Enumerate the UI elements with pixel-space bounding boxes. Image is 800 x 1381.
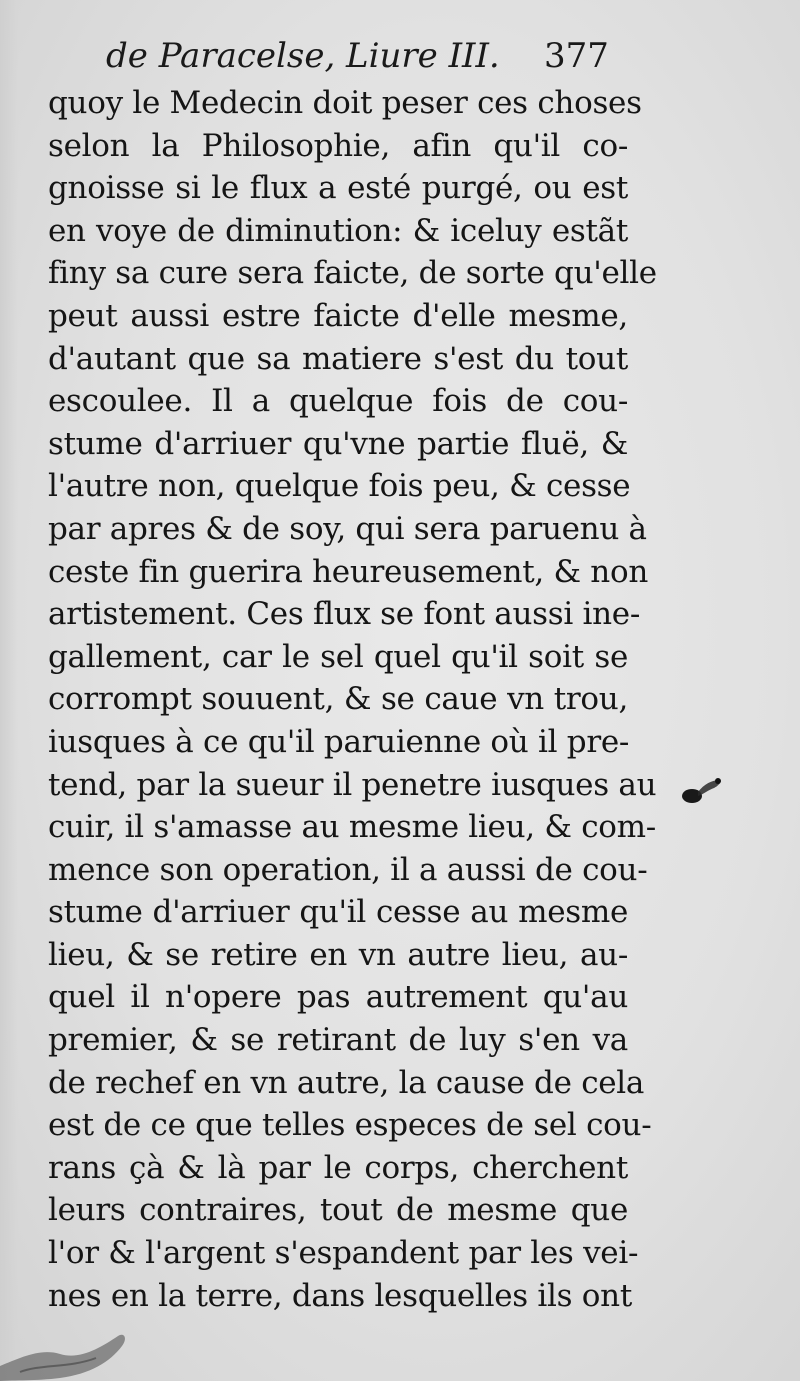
- text-line: d'autant que sa matiere s'est du tout: [48, 340, 628, 377]
- text-line: cuir, il s'amasse au mesme lieu, & com-: [48, 809, 656, 846]
- text-line: selon la Philosophie, afin qu'il co-: [48, 127, 628, 164]
- text-line: ceste fin guerira heureusement, & non: [48, 553, 649, 590]
- text-line: nes en la terre, dans lesquelles ils ont: [48, 1277, 632, 1314]
- text-line: stume d'arriuer qu'vne partie fluë, &: [48, 425, 628, 462]
- text-line: quel il n'opere pas autrement qu'au: [48, 979, 628, 1016]
- text-line: leurs contraires, tout de mesme que: [48, 1192, 628, 1229]
- page-number: 377: [544, 36, 609, 76]
- running-head-title: de Paracelse, Liure III.: [106, 36, 500, 76]
- text-line: gallement, car le sel quel qu'il soit se: [48, 638, 628, 675]
- text-line: premier, & se retirant de luy s'en va: [48, 1022, 628, 1059]
- text-line: gnoisse si le flux a esté purgé, ou est: [48, 170, 628, 207]
- text-line: tend, par la sueur il penetre iusques au: [48, 766, 657, 803]
- text-line: l'or & l'argent s'espandent par les vei-: [48, 1235, 639, 1272]
- text-line: de rechef en vn autre, la cause de cela: [48, 1064, 645, 1101]
- text-line: par apres & de soy, qui sera paruenu à: [48, 510, 647, 547]
- text-line: finy sa cure sera faicte, de sorte qu'elle: [48, 255, 657, 292]
- body-text: [48, 82, 657, 1317]
- text-line: en voye de diminution: & iceluy estãt: [48, 212, 628, 249]
- text-line: iusques à ce qu'il paruienne où il pre-: [48, 723, 630, 760]
- text-line: rans çà & là par le corps, cherchent: [48, 1149, 628, 1186]
- running-head: [106, 30, 626, 82]
- text-line: corrompt souuent, & se caue vn trou,: [48, 681, 628, 718]
- text-line: artistement. Ces flux se font aussi ine-: [48, 596, 641, 633]
- thumb-smudge-mark: [0, 1318, 140, 1381]
- page-edge-shadow: [0, 0, 18, 1381]
- text-line: quoy le Medecin doit peser ces choses: [48, 85, 642, 121]
- text-line: est de ce que telles especes de sel cou-: [48, 1107, 652, 1144]
- text-line: peut aussi estre faicte d'elle mesme,: [48, 297, 628, 334]
- text-line: lieu, & se retire en vn autre lieu, au-: [48, 936, 628, 973]
- text-line: mence son operation, il a aussi de cou-: [48, 851, 648, 888]
- text-line: stume d'arriuer qu'il cesse au mesme: [48, 894, 628, 931]
- ink-blot-mark: [680, 772, 726, 808]
- text-line: l'autre non, quelque fois peu, & cesse: [48, 468, 631, 505]
- text-line: escoulee. Il a quelque fois de cou-: [48, 383, 628, 420]
